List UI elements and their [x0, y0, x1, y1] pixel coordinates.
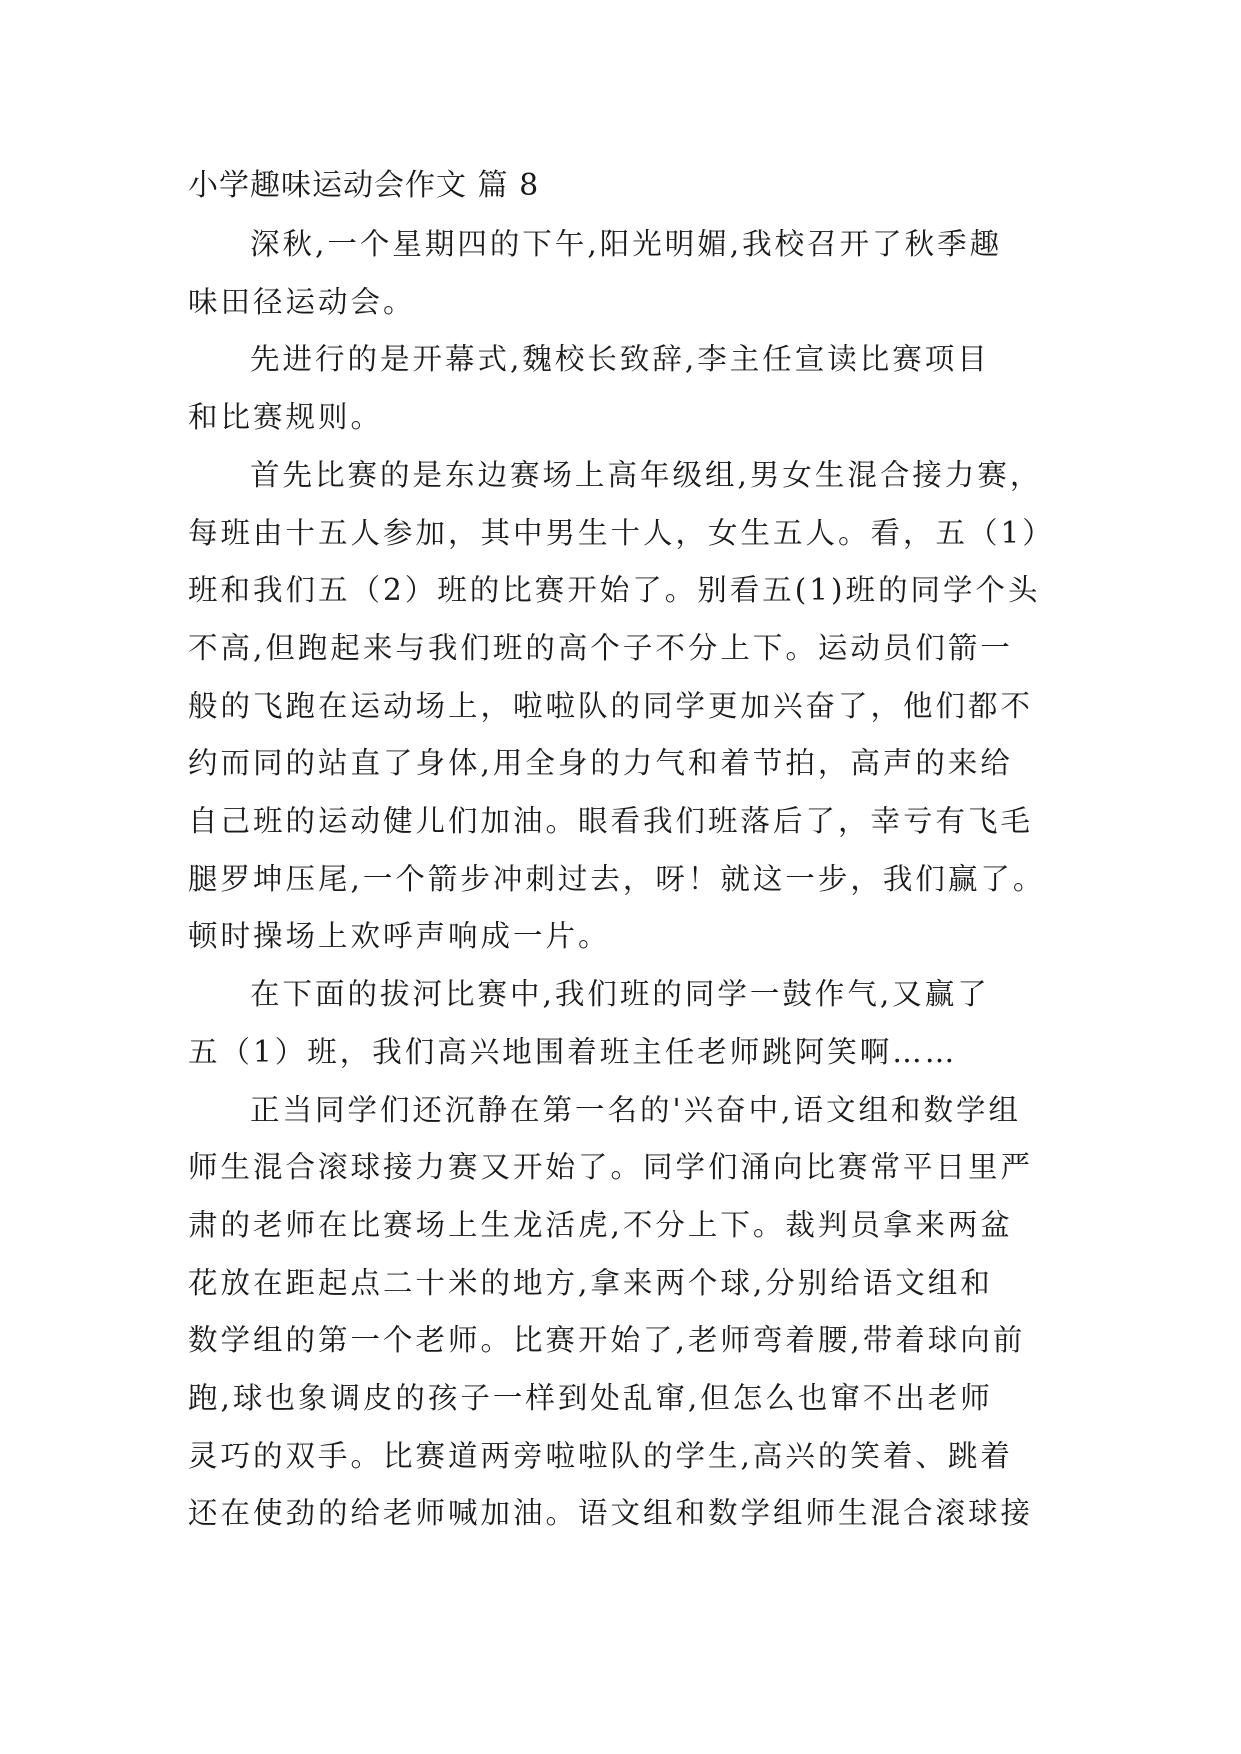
text-line: 首先比赛的是东边赛场上高年级组,男女生混合接力赛， — [250, 457, 1043, 492]
text-line: 跑,球也象调皮的孩子一样到处乱窜,但怎么也窜不出老师 — [188, 1381, 993, 1416]
text-line: 先进行的是开幕式,魏校长致辞,李主任宣读比赛项目 — [250, 342, 990, 377]
paragraph-3 — [188, 447, 1058, 966]
paragraph-5 — [188, 1082, 1058, 1544]
document-body — [188, 216, 1058, 1543]
text-line: 正当同学们还沉静在第一名的'兴奋中,语文组和数学组 — [250, 1092, 1021, 1127]
text-line: 师生混合滚球接力赛又开始了。同学们涌向比赛常平日里严 — [188, 1150, 1034, 1185]
text-line: 味田径运动会。 — [188, 284, 416, 319]
text-line: 腿罗坤压尾,一个箭步冲刺过去，呀！就这一步，我们赢了。 — [188, 861, 1046, 896]
text-line: 不高,但跑起来与我们班的高个子不分上下。运动员们箭一 — [188, 630, 1013, 665]
paragraph-1 — [188, 216, 1058, 331]
text-line: 深秋,一个星期四的下午,阳光明媚,我校召开了秋季趣 — [250, 227, 1003, 261]
text-line: 在下面的拔河比赛中,我们班的同学一鼓作气,又赢了 — [250, 977, 990, 1012]
text-line: 顿时操场上欢呼声响成一片。 — [188, 919, 611, 954]
text-line: 约而同的站直了身体,用全身的力气和着节拍，高声的来给 — [188, 746, 1013, 781]
paragraph-2 — [188, 331, 1058, 446]
text-line: 班和我们五（2）班的比赛开始了。别看五(1)班的同学个头 — [188, 573, 1041, 608]
text-line: 和比赛规则。 — [188, 400, 384, 435]
text-line: 五（1）班，我们高兴地围着班主任老师跳阿笑啊…… — [188, 1034, 958, 1069]
text-line: 灵巧的双手。比赛道两旁啦啦队的学生,高兴的笑着、跳着 — [188, 1438, 1013, 1473]
text-line: 每班由十五人参加，其中男生十人，女生五人。看，五（1） — [188, 515, 1055, 550]
paragraph-4 — [188, 966, 1058, 1081]
text-line: 般的飞跑在运动场上，啦啦队的同学更加兴奋了，他们都不 — [188, 688, 1034, 723]
text-line: 自己班的运动健儿们加油。眼看我们班落后了，幸亏有飞毛 — [188, 804, 1034, 839]
document-title: 小学趣味运动会作文 篇 8 — [188, 168, 540, 203]
text-line: 数学组的第一个老师。比赛开始了,老师弯着腰,带着球向前 — [188, 1323, 1026, 1358]
text-line: 肃的老师在比赛场上生龙活虎,不分上下。裁判员拿来两盆 — [188, 1207, 1013, 1242]
text-line: 花放在距起点二十米的地方,拿来两个球,分别给语文组和 — [188, 1265, 993, 1300]
text-line: 还在使劲的给老师喊加油。语文组和数学组师生混合滚球接 — [188, 1496, 1034, 1531]
